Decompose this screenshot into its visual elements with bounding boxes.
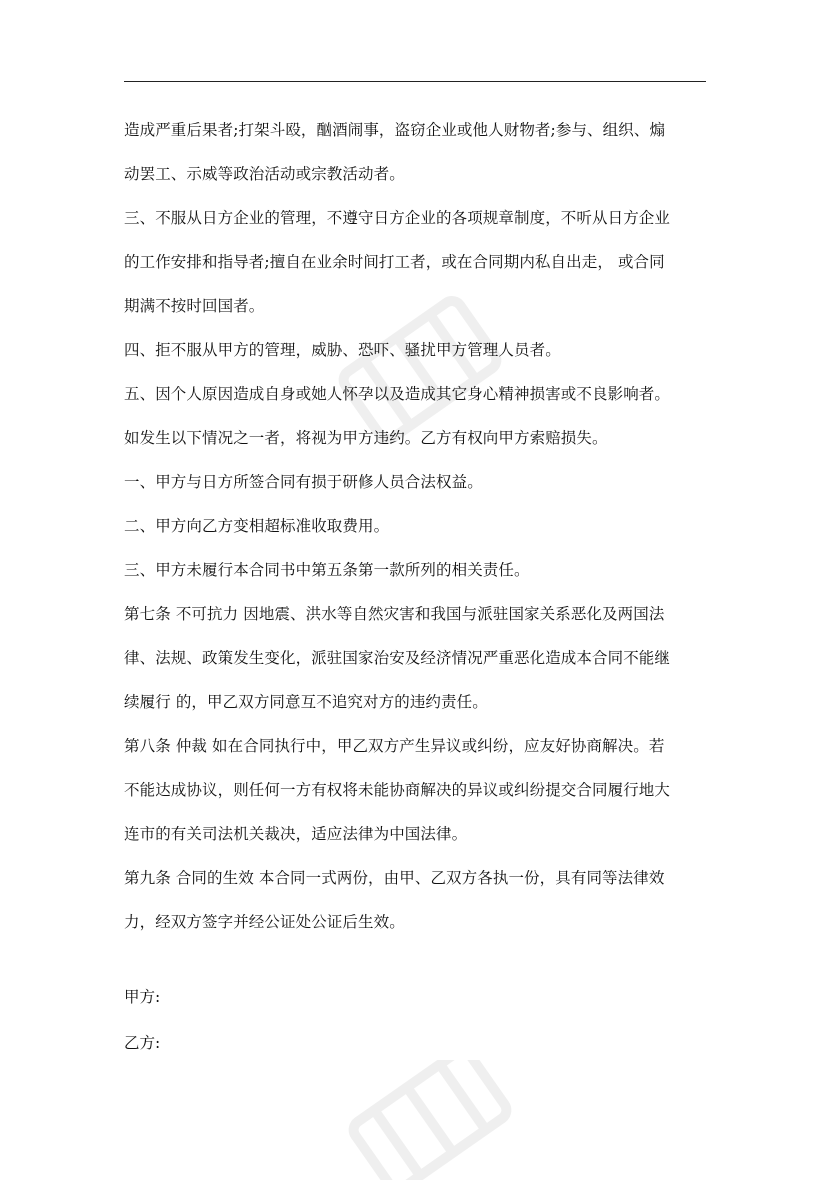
watermark-logo [330,1060,530,1180]
text-line: 第七条 不可抗力 因地震、洪水等自然灾害和我国与派驻国家关系恶化及两国法 [124,605,665,623]
signature-block [124,974,424,1066]
text-line: 五、因个人原因造成自身或她人怀孕以及造成其它身心精神损害或不良影响者。 [124,385,671,403]
text-line: 不能达成协议，则任何一方有权将未能协商解决的异议或纠纷提交合同履行地大 [124,781,671,799]
header-rule [124,81,706,82]
party-a-signature-label: 甲方: [124,988,161,1006]
text-line: 力，经双方签字并经公证处公证后生效。 [124,913,405,931]
text-line: 三、甲方未履行本合同书中第五条第一款所列的相关责任。 [124,561,530,579]
text-line: 二、甲方向乙方变相超标准收取费用。 [124,517,390,535]
contract-body [124,108,724,944]
text-line: 三、不服从日方企业的管理，不遵守日方企业的各项规章制度，不听从日方企业 [124,209,671,227]
text-line: 期满不按时回国者。 [124,297,265,315]
text-line: 造成严重后果者;打架斗殴，酗酒闹事，盗窃企业或他人财物者;参与、组织、煽 [124,121,666,139]
party-b-signature-label: 乙方: [124,1034,161,1052]
text-line: 连市的有关司法机关裁决，适应法律为中国法律。 [124,825,468,843]
text-line: 的工作安排和指导者;擅自在业余时间打工者，或在合同期内私自出走， 或合同 [124,253,665,271]
text-line: 续履行 的，甲乙双方同意互不追究对方的违约责任。 [124,693,488,711]
text-line: 如发生以下情况之一者，将视为甲方违约。乙方有权向甲方索赔损失。 [124,429,608,447]
text-line: 第八条 仲裁 如在合同执行中，甲乙双方产生异议或纠纷，应友好协商解决。若 [124,737,665,755]
text-line: 四、拒不服从甲方的管理，威胁、恐吓、骚扰甲方管理人员者。 [124,341,561,359]
text-line: 第九条 合同的生效 本合同一式两份，由甲、乙双方各执一份，具有同等法律效 [124,869,665,887]
text-line: 一、甲方与日方所签合同有损于研修人员合法权益。 [124,473,483,491]
text-line: 动罢工、示威等政治活动或宗教活动者。 [124,165,405,183]
text-line: 律、法规、政策发生变化，派驻国家治安及经济情况严重恶化造成本合同不能继 [124,649,671,667]
